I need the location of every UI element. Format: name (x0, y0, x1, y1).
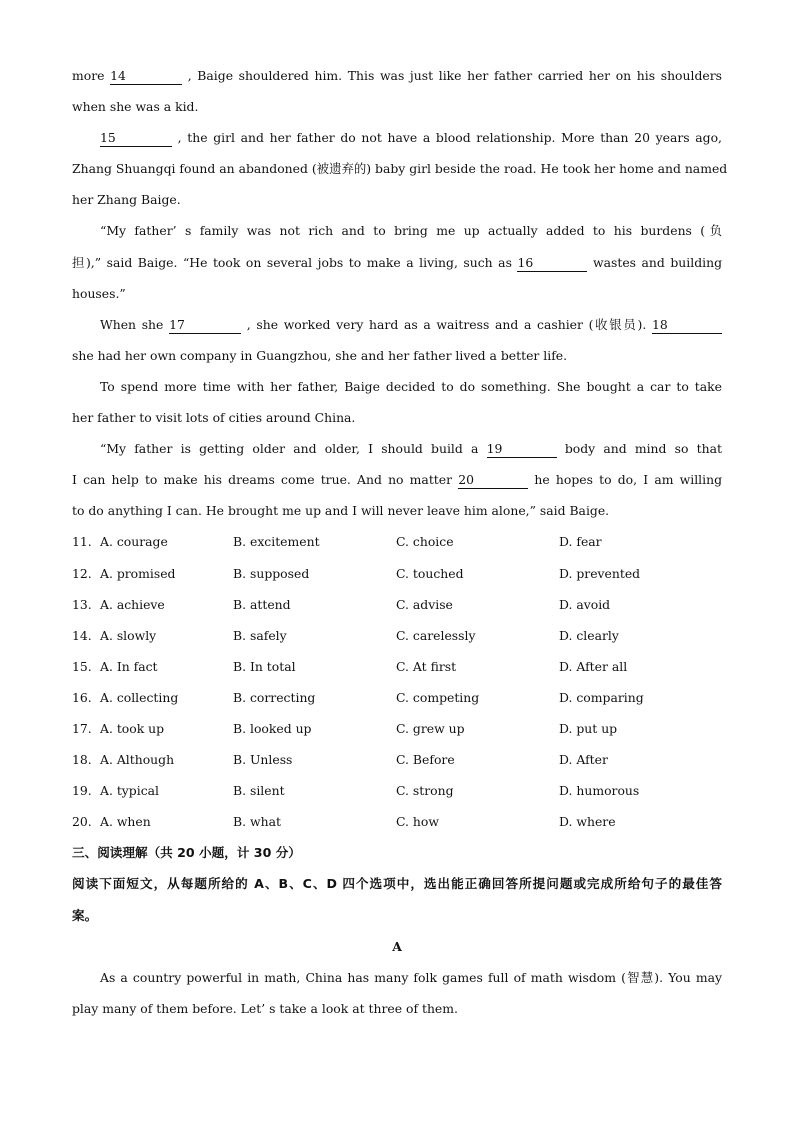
text: , she worked very hard as a waitress and a cashier (收银员). (241, 316, 653, 332)
option-c[interactable]: C. competing (396, 689, 480, 705)
option-b[interactable]: B. correcting (233, 689, 316, 705)
blank-17[interactable]: 17 (169, 317, 241, 334)
blank-16[interactable]: 16 (517, 255, 587, 272)
passage-line (72, 122, 722, 153)
option-a[interactable]: A. when (100, 814, 151, 830)
option-d[interactable]: D. After all (559, 658, 628, 674)
question-row (72, 558, 722, 589)
question-row (72, 526, 722, 557)
passage-label: A (392, 938, 402, 954)
question-list (72, 526, 722, 837)
question-number: 20. (72, 814, 92, 830)
question-number: 11. (72, 534, 92, 550)
blank-19[interactable]: 19 (487, 441, 557, 458)
text: more (72, 68, 111, 83)
option-c[interactable]: C. carelessly (396, 627, 476, 643)
blank-14[interactable]: 14 (110, 68, 182, 85)
option-d[interactable]: D. put up (559, 720, 618, 736)
option-d[interactable]: D. humorous (559, 783, 640, 799)
passage-line (72, 309, 722, 340)
text: When she (100, 316, 170, 332)
question-row (72, 620, 722, 651)
option-b[interactable]: B. looked up (233, 720, 312, 736)
option-a[interactable]: A. Although (100, 752, 175, 768)
option-c[interactable]: C. advise (396, 596, 453, 612)
option-a[interactable]: A. typical (100, 783, 159, 799)
question-row (72, 713, 722, 744)
passage-line: when she was a kid. (72, 99, 199, 115)
passage-line: “My father’ s family was not rich and to bring me up actually added to his burdens (负 (100, 223, 722, 239)
option-b[interactable]: B. Unless (233, 752, 293, 768)
option-c[interactable]: C. touched (396, 565, 464, 581)
option-c[interactable]: C. Before (396, 752, 455, 768)
option-a[interactable]: A. In fact (100, 658, 158, 674)
option-b[interactable]: B. supposed (233, 565, 310, 581)
text: wastes and building (587, 254, 723, 270)
option-d[interactable]: D. where (559, 814, 616, 830)
question-number: 13. (72, 596, 92, 612)
option-b[interactable]: B. attend (233, 596, 291, 612)
passage-line: Zhang Shuangqi found an abandoned (被遗弃的) baby girl beside the road. He took her home and named (72, 161, 728, 177)
passage-line: To spend more time with her father, Baige decided to do something. She bought a car to take (100, 378, 722, 394)
question-number: 18. (72, 752, 92, 768)
text: 担),” said Baige. “He took on several jobs to make a living, such as (72, 254, 518, 270)
question-row (72, 775, 722, 806)
passage-line: her father to visit lots of cities around China. (72, 410, 356, 426)
option-d[interactable]: D. prevented (559, 565, 641, 581)
question-row (72, 589, 722, 620)
option-c[interactable]: C. grew up (396, 720, 465, 736)
section-instruction: 阅读下面短文，从每题所给的 A、B、C、D 四个选项中，选出能正确回答所提问题或完成所给句子的最佳答 (72, 876, 722, 892)
question-number: 15. (72, 658, 92, 674)
text: I can help to make his dreams come true. And no matter (72, 472, 459, 488)
option-b[interactable]: B. excitement (233, 534, 320, 550)
passage-line: to do anything I can. He brought me up and I will never leave him alone,” said Baige. (72, 503, 610, 519)
passage-line (72, 464, 722, 495)
option-a[interactable]: A. achieve (100, 596, 165, 612)
option-a[interactable]: A. slowly (100, 627, 157, 643)
option-d[interactable]: D. comparing (559, 689, 644, 705)
option-b[interactable]: B. In total (233, 658, 296, 674)
option-a[interactable]: A. courage (100, 534, 168, 550)
option-b[interactable]: B. silent (233, 783, 285, 799)
option-c[interactable]: C. At first (396, 658, 457, 674)
passage-line: she had her own company in Guangzhou, she and her father lived a better life. (72, 347, 568, 363)
blank-20[interactable]: 20 (458, 472, 528, 489)
passage-line: play many of them before. Let’ s take a look at three of them. (72, 1000, 458, 1016)
option-a[interactable]: A. took up (100, 720, 165, 736)
option-a[interactable]: A. promised (100, 565, 176, 581)
option-d[interactable]: D. After (559, 752, 608, 768)
blank-15[interactable]: 15 (100, 130, 172, 147)
option-d[interactable]: D. clearly (559, 627, 619, 643)
text: he hopes to do, I am willing (528, 472, 722, 488)
option-d[interactable]: D. fear (559, 534, 602, 550)
section-heading: 三、阅读理解（共 20 小题，计 30 分） (72, 845, 301, 861)
passage-line (72, 247, 722, 278)
text: “My father is getting older and older, I should build a (100, 441, 487, 457)
passage-line: houses.” (72, 285, 126, 301)
option-c[interactable]: C. strong (396, 783, 454, 799)
passage-line (72, 433, 722, 464)
passage-line: As a country powerful in math, China has many folk games full of math wisdom (智慧). You may (100, 969, 722, 985)
option-a[interactable]: A. collecting (100, 689, 179, 705)
option-c[interactable]: C. how (396, 814, 439, 830)
question-row (72, 744, 722, 775)
question-number: 17. (72, 720, 92, 736)
question-number: 12. (72, 565, 92, 581)
text: , Baige shouldered him. This was just like her father carried her on his shoulders (182, 68, 723, 83)
passage-line: her Zhang Baige. (72, 192, 181, 208)
option-b[interactable]: B. what (233, 814, 281, 830)
question-row (72, 651, 722, 682)
question-row (72, 806, 722, 837)
passage-line (72, 60, 722, 91)
text: body and mind so that (556, 441, 722, 457)
section-instruction: 案。 (72, 907, 98, 923)
blank-18[interactable]: 18 (652, 317, 722, 334)
question-row (72, 682, 722, 713)
option-d[interactable]: D. avoid (559, 596, 611, 612)
question-number: 16. (72, 689, 92, 705)
question-number: 19. (72, 783, 92, 799)
question-number: 14. (72, 627, 92, 643)
document-page (72, 60, 728, 1024)
option-c[interactable]: C. choice (396, 534, 454, 550)
option-b[interactable]: B. safely (233, 627, 287, 643)
text: , the girl and her father do not have a blood relationship. More than 20 years ago, (172, 130, 722, 146)
